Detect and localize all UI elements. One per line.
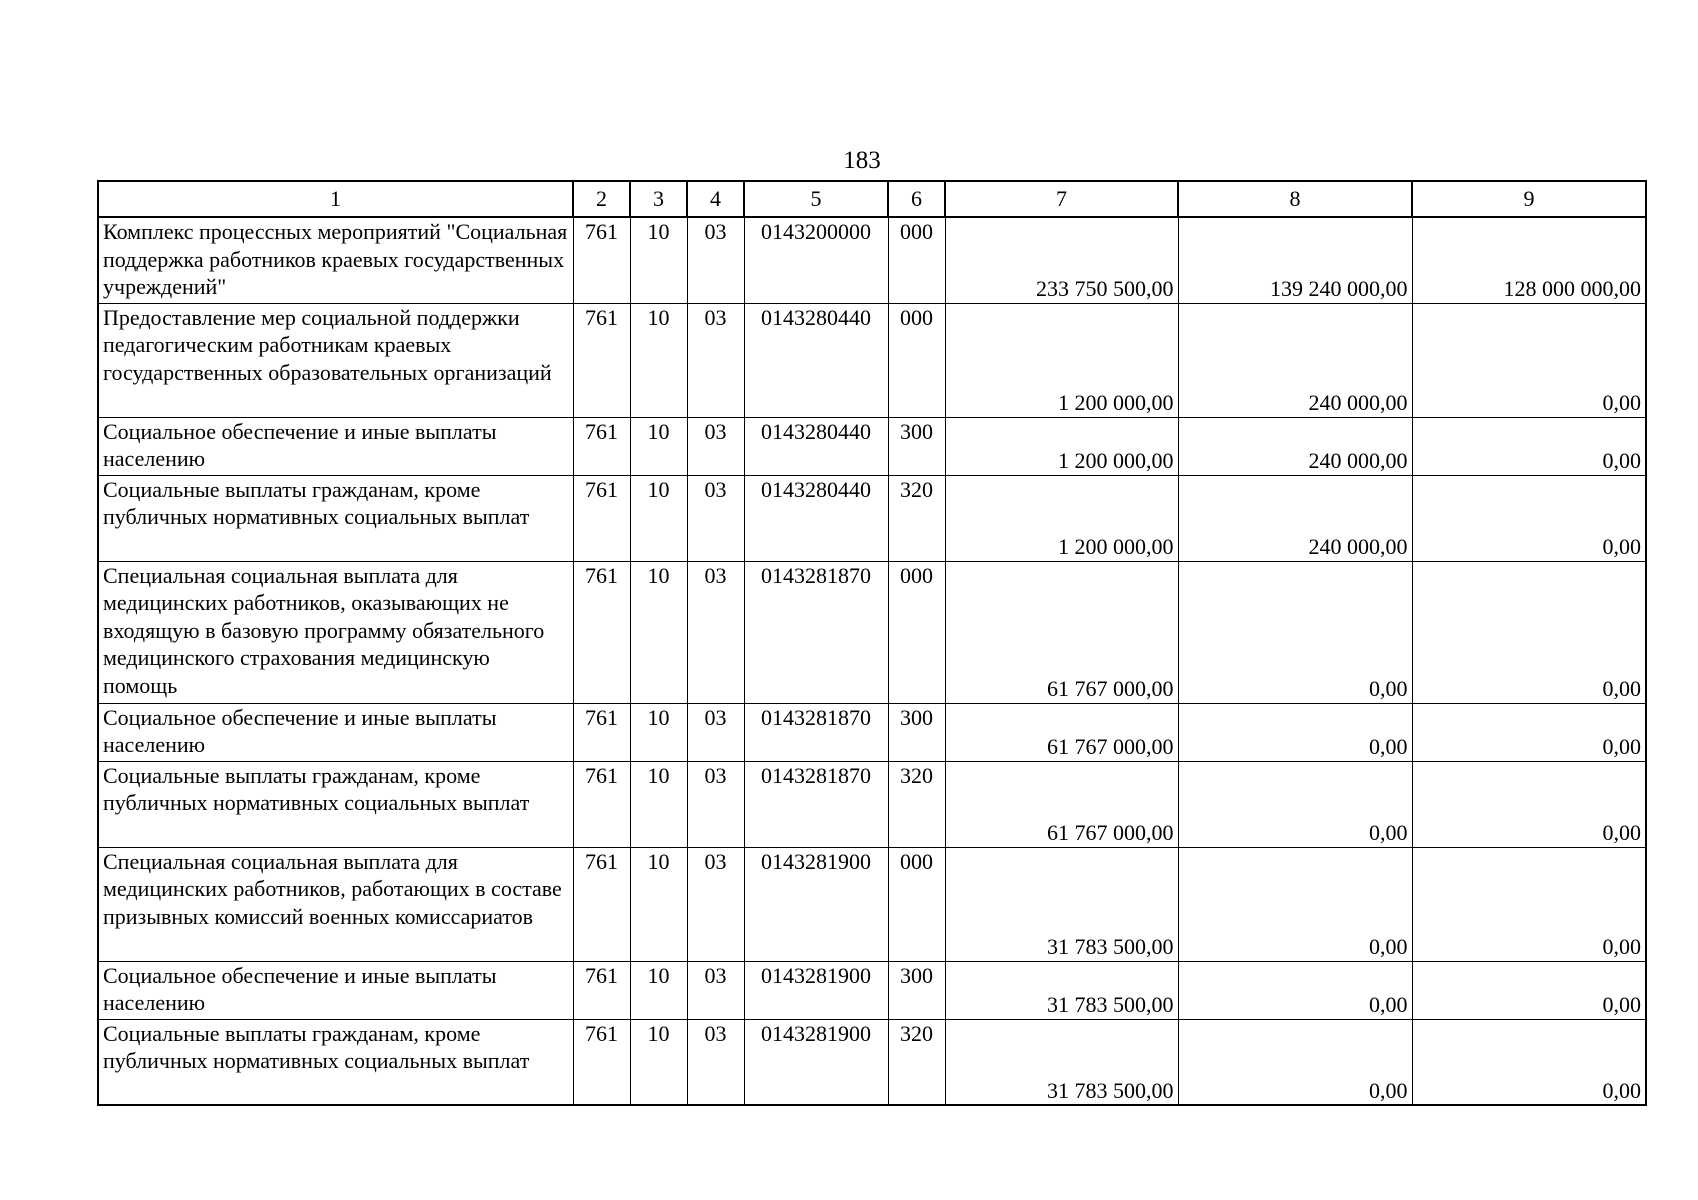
row-amount-9: 0,00 xyxy=(1412,703,1646,761)
column-header: 8 xyxy=(1178,181,1412,217)
row-name: Предоставление мер социальной поддержки педагогическим работникам краевых государственных образовательных организаций xyxy=(98,303,573,417)
page-number: 183 xyxy=(843,147,881,174)
table-row xyxy=(98,1019,1646,1105)
row-code-6: 320 xyxy=(888,761,945,847)
row-code-5: 0143280440 xyxy=(744,417,888,475)
row-amount-7: 1 200 000,00 xyxy=(945,303,1178,417)
row-code-4: 03 xyxy=(687,961,744,1019)
row-amount-8: 240 000,00 xyxy=(1178,303,1412,417)
row-name: Специальная социальная выплата для медицинских работников, оказывающих не входящую в базовую программу обязательного медицинского страхования медицинскую помощь xyxy=(98,561,573,703)
row-code-3: 10 xyxy=(630,961,687,1019)
row-code-3: 10 xyxy=(630,475,687,561)
row-code-4: 03 xyxy=(687,417,744,475)
row-code-5: 0143200000 xyxy=(744,217,888,303)
table-row xyxy=(98,417,1646,475)
column-header: 6 xyxy=(888,181,945,217)
row-amount-8: 0,00 xyxy=(1178,561,1412,703)
row-name: Социальное обеспечение и иные выплаты населению xyxy=(98,703,573,761)
row-code-4: 03 xyxy=(687,761,744,847)
row-amount-9: 0,00 xyxy=(1412,475,1646,561)
row-code-5: 0143280440 xyxy=(744,303,888,417)
row-amount-8: 139 240 000,00 xyxy=(1178,217,1412,303)
table-header-row xyxy=(98,181,1646,217)
row-name: Социальное обеспечение и иные выплаты населению xyxy=(98,961,573,1019)
row-code-2: 761 xyxy=(573,703,630,761)
row-code-3: 10 xyxy=(630,303,687,417)
row-code-4: 03 xyxy=(687,847,744,961)
row-code-3: 10 xyxy=(630,703,687,761)
row-amount-7: 1 200 000,00 xyxy=(945,417,1178,475)
row-code-6: 300 xyxy=(888,417,945,475)
row-amount-7: 61 767 000,00 xyxy=(945,703,1178,761)
row-code-2: 761 xyxy=(573,561,630,703)
row-code-4: 03 xyxy=(687,1019,744,1105)
column-header: 4 xyxy=(687,181,744,217)
row-amount-9: 0,00 xyxy=(1412,303,1646,417)
row-amount-9: 0,00 xyxy=(1412,417,1646,475)
row-code-6: 000 xyxy=(888,847,945,961)
table-row xyxy=(98,561,1646,703)
row-amount-8: 240 000,00 xyxy=(1178,475,1412,561)
row-code-4: 03 xyxy=(687,703,744,761)
row-code-3: 10 xyxy=(630,417,687,475)
budget-table xyxy=(97,180,1647,1106)
row-code-5: 0143280440 xyxy=(744,475,888,561)
column-header: 1 xyxy=(98,181,573,217)
row-amount-9: 0,00 xyxy=(1412,1019,1646,1105)
row-code-2: 761 xyxy=(573,217,630,303)
row-code-2: 761 xyxy=(573,417,630,475)
column-header: 5 xyxy=(744,181,888,217)
row-name: Комплекс процессных мероприятий "Социальная поддержка работников краевых государственных учреждений" xyxy=(98,217,573,303)
row-code-2: 761 xyxy=(573,475,630,561)
row-code-4: 03 xyxy=(687,561,744,703)
row-amount-9: 0,00 xyxy=(1412,561,1646,703)
row-amount-8: 0,00 xyxy=(1178,703,1412,761)
table-row xyxy=(98,217,1646,303)
table-row xyxy=(98,703,1646,761)
row-code-2: 761 xyxy=(573,1019,630,1105)
row-amount-7: 31 783 500,00 xyxy=(945,1019,1178,1105)
row-name: Социальные выплаты гражданам, кроме публичных нормативных социальных выплат xyxy=(98,475,573,561)
row-code-3: 10 xyxy=(630,761,687,847)
row-code-2: 761 xyxy=(573,761,630,847)
row-code-6: 320 xyxy=(888,1019,945,1105)
row-code-4: 03 xyxy=(687,303,744,417)
row-amount-8: 0,00 xyxy=(1178,961,1412,1019)
row-name: Социальные выплаты гражданам, кроме публичных нормативных социальных выплат xyxy=(98,761,573,847)
row-code-2: 761 xyxy=(573,303,630,417)
row-name: Специальная социальная выплата для медицинских работников, работающих в составе призывных комиссий военных комиссариатов xyxy=(98,847,573,961)
row-code-5: 0143281870 xyxy=(744,561,888,703)
row-amount-7: 233 750 500,00 xyxy=(945,217,1178,303)
row-code-3: 10 xyxy=(630,561,687,703)
row-code-6: 300 xyxy=(888,703,945,761)
row-code-4: 03 xyxy=(687,217,744,303)
row-amount-7: 31 783 500,00 xyxy=(945,961,1178,1019)
row-amount-7: 1 200 000,00 xyxy=(945,475,1178,561)
row-amount-7: 61 767 000,00 xyxy=(945,761,1178,847)
table-row xyxy=(98,761,1646,847)
row-name: Социальные выплаты гражданам, кроме публичных нормативных социальных выплат xyxy=(98,1019,573,1105)
row-code-6: 320 xyxy=(888,475,945,561)
row-amount-8: 0,00 xyxy=(1178,1019,1412,1105)
column-header: 9 xyxy=(1412,181,1646,217)
table-row xyxy=(98,961,1646,1019)
row-code-5: 0143281870 xyxy=(744,761,888,847)
table-row xyxy=(98,475,1646,561)
row-code-3: 10 xyxy=(630,847,687,961)
row-code-6: 000 xyxy=(888,217,945,303)
row-code-3: 10 xyxy=(630,1019,687,1105)
row-code-5: 0143281900 xyxy=(744,847,888,961)
column-header: 7 xyxy=(945,181,1178,217)
row-code-5: 0143281900 xyxy=(744,961,888,1019)
row-amount-9: 0,00 xyxy=(1412,761,1646,847)
row-amount-7: 61 767 000,00 xyxy=(945,561,1178,703)
row-amount-7: 31 783 500,00 xyxy=(945,847,1178,961)
row-amount-9: 128 000 000,00 xyxy=(1412,217,1646,303)
table-row xyxy=(98,303,1646,417)
column-header: 2 xyxy=(573,181,630,217)
row-code-2: 761 xyxy=(573,847,630,961)
row-amount-9: 0,00 xyxy=(1412,847,1646,961)
table-row xyxy=(98,847,1646,961)
row-code-3: 10 xyxy=(630,217,687,303)
row-name: Социальное обеспечение и иные выплаты населению xyxy=(98,417,573,475)
row-amount-8: 0,00 xyxy=(1178,847,1412,961)
row-amount-8: 0,00 xyxy=(1178,761,1412,847)
column-header: 3 xyxy=(630,181,687,217)
row-code-2: 761 xyxy=(573,961,630,1019)
row-code-5: 0143281900 xyxy=(744,1019,888,1105)
row-code-6: 000 xyxy=(888,303,945,417)
row-code-4: 03 xyxy=(687,475,744,561)
row-amount-9: 0,00 xyxy=(1412,961,1646,1019)
row-amount-8: 240 000,00 xyxy=(1178,417,1412,475)
row-code-6: 000 xyxy=(888,561,945,703)
row-code-5: 0143281870 xyxy=(744,703,888,761)
row-code-6: 300 xyxy=(888,961,945,1019)
